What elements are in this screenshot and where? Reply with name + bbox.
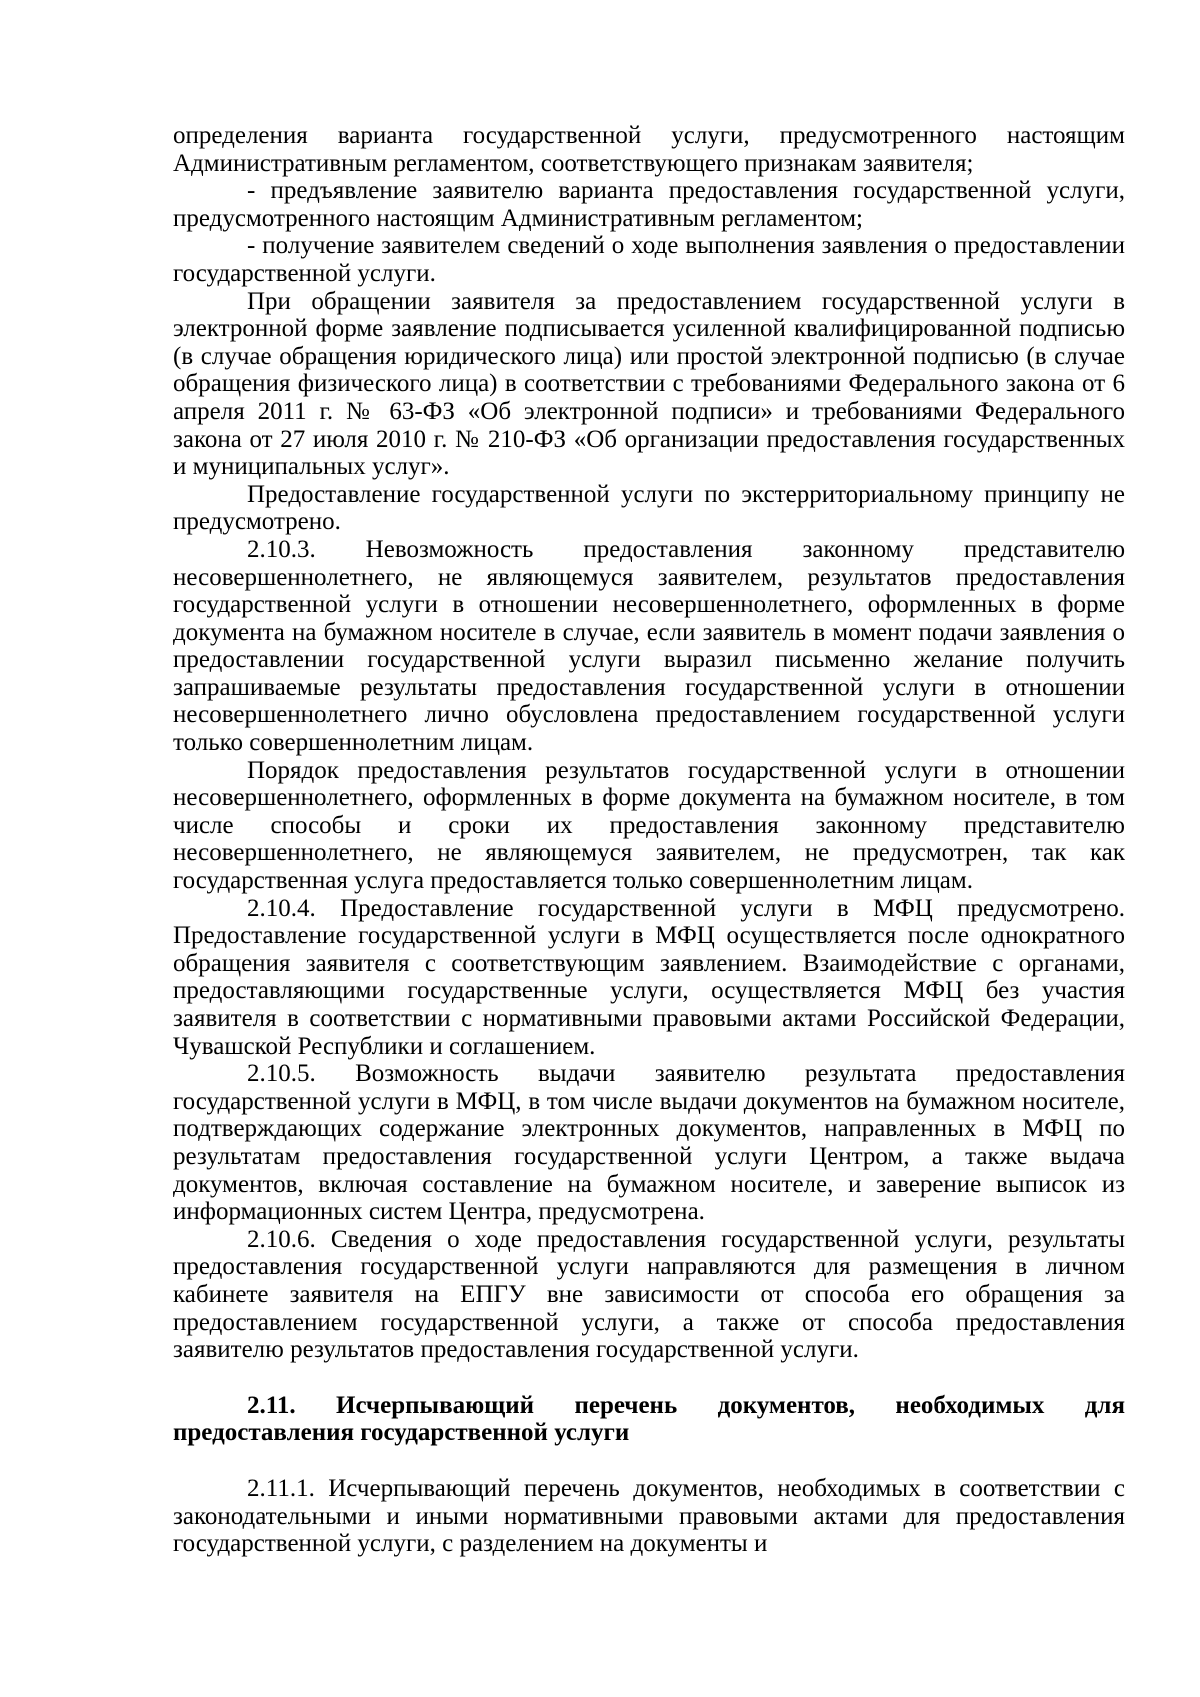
document-page: [173, 122, 1125, 1558]
paragraph-2-10-4: 2.10.4. Предоставление государственной услуги в МФЦ предусмотрено. Предоставление государственной услуги в МФЦ осуществляется после однократного обращения заявителя с соответствующим заявлением. Взаимодействие с органами, предоставляющими государственные услуги, осуществляется МФЦ без участия заявителя в соответствии с нормативными правовыми актами Российской Федерации, Чувашской Республики и соглашением.: [173, 894, 1125, 1060]
paragraph-extraterritorial: Предоставление государственной услуги по экстерриториальному принципу не предусмотрено.: [173, 480, 1125, 536]
paragraph-variant-definition: определения варианта государственной услуги, предусмотренного настоящим Административным регламентом, соответствующего признакам заявителя;: [173, 122, 1125, 177]
paragraph-results-procedure: Порядок предоставления результатов государственной услуги в отношении несовершеннолетнего, оформленных в форме документа на бумажном носителе, в том числе способы и сроки их предоставления законному представителю несовершеннолетнего, не являющемуся заявителем, не предусмотрен, так как государственная услуга предоставляется только совершеннолетним лицам.: [173, 756, 1125, 895]
paragraph-2-10-6: 2.10.6. Сведения о ходе предоставления государственной услуги, результаты предоставления государственной услуги направляются для размещения в личном кабинете заявителя на ЕПГУ вне зависимости от способа его обращения за предоставлением государственной услуги, а также от способа предоставления заявителю результатов предоставления государственной услуги.: [173, 1225, 1125, 1364]
paragraph-electronic-signature: При обращении заявителя за предоставлением государственной услуги в электронной форме заявление подписывается усиленной квалифицированной подписью (в случае обращения юридического лица) или простой электронной подписью (в случае обращения физического лица) в соответствии с требованиями Федерального закона от 6 апреля 2011 г. № 63-ФЗ «Об электронной подписи» и требованиями Федерального закона от 27 июля 2010 г. № 210-ФЗ «Об организации предоставления государственных и муниципальных услуг».: [173, 287, 1125, 481]
paragraph-2-10-3: 2.10.3. Невозможность предоставления законному представителю несовершеннолетнего, не являющемуся заявителем, результатов предоставления государственной услуги в отношении несовершеннолетнего, оформленных в форме документа на бумажном носителе в случае, если заявитель в момент подачи заявления о предоставлении государственной услуги выразил письменно желание получить запрашиваемые результаты предоставления государственной услуги в отношении несовершеннолетнего лично обусловлена предоставлением государственной услуги только совершеннолетним лицам.: [173, 535, 1125, 757]
paragraph-2-11-1: 2.11.1. Исчерпывающий перечень документов, необходимых в соответствии с законодательными и иными нормативными правовыми актами для предоставления государственной услуги, с разделением на документы и: [173, 1474, 1125, 1558]
paragraph-2-10-5: 2.10.5. Возможность выдачи заявителю результата предоставления государственной услуги в МФЦ, в том числе выдачи документов на бумажном носителе, подтверждающих содержание электронных документов, направленных в МФЦ по результатам предоставления государственной услуги Центром, а также выдача документов, включая составление на бумажном носителе, и заверение выписок из информационных систем Центра, предусмотрена.: [173, 1060, 1125, 1226]
paragraph-status-info: - получение заявителем сведений о ходе выполнения заявления о предоставлении государственной услуги.: [173, 232, 1125, 287]
section-heading-2-11: 2.11. Исчерпывающий перечень документов, необходимых для предоставления государственной услуги: [173, 1391, 1125, 1447]
paragraph-variant-presentation: - предъявление заявителю варианта предоставления государственной услуги, предусмотренного настоящим Административным регламентом;: [173, 177, 1125, 232]
